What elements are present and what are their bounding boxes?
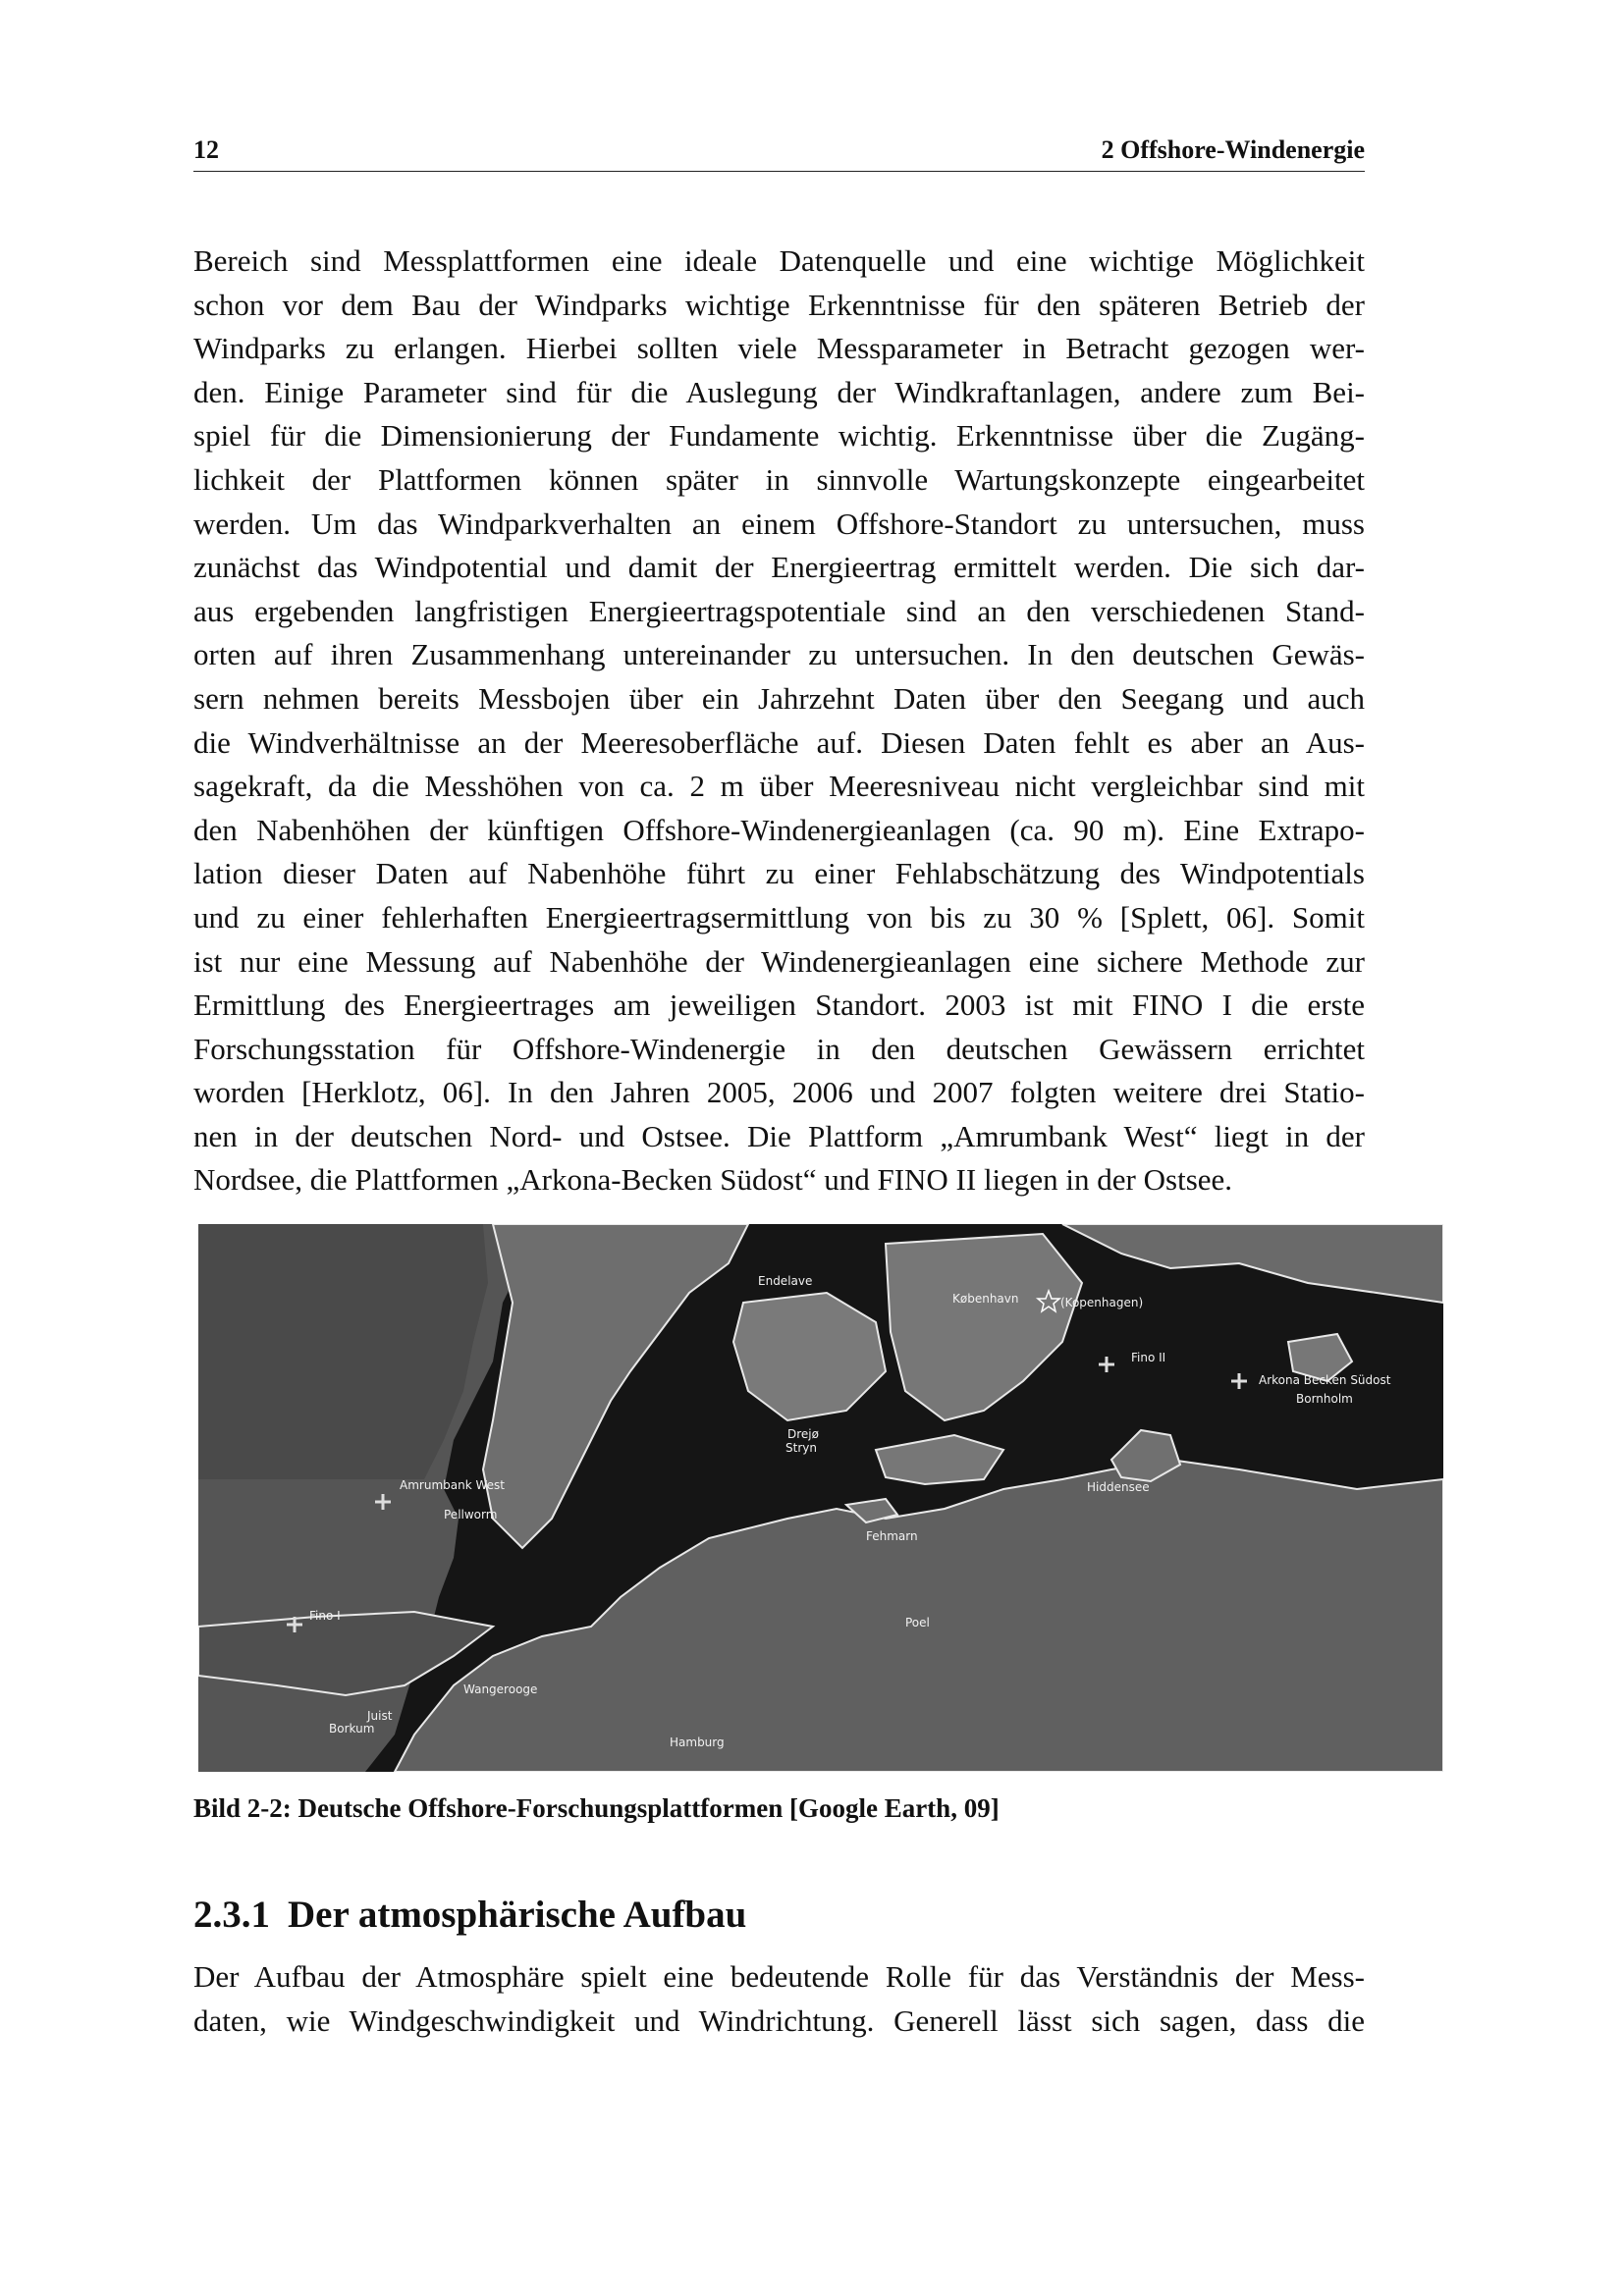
text-line: die Windverhältnisse an der Meeresoberfläche auf. Diesen Daten fehlt es aber an Aus- (193, 724, 1365, 760)
section-number: 2.3.1 (193, 1894, 270, 1936)
text-line: und zu einer fehlerhaften Energieertragsermittlung von bis zu 30 % [Splett, 06]. Somit (193, 899, 1365, 934)
text-line: schon vor dem Bau der Windparks wichtige Erkenntnisse für den späteren Betrieb der (193, 287, 1365, 322)
text-line: Windparks zu erlangen. Hierbei sollten viele Messparameter in Betracht gezogen wer- (193, 331, 1365, 366)
map-figure (198, 1224, 1443, 1772)
text-line: spiel für die Dimensionierung der Fundamente wichtig. Erkenntnisse über die Zugäng- (193, 418, 1365, 454)
text-line: worden [Herklotz, 06]. In den Jahren 2005, 2006 und 2007 folgten weitere drei Statio- (193, 1075, 1365, 1110)
running-header (193, 135, 1365, 172)
label-kopenhagen: (Kopenhagen) (1060, 1296, 1144, 1309)
label-pellworm: Pellworm (444, 1508, 498, 1522)
section-heading (193, 1893, 746, 1937)
label-amrumbank: Amrumbank West (400, 1478, 505, 1492)
label-fino1: Fino I (309, 1609, 341, 1623)
label-wangerooge: Wangerooge (463, 1682, 538, 1696)
text-line: Forschungsstation für Offshore-Windenergie in den deutschen Gewässern errichtet (193, 1031, 1365, 1066)
text-line: lation dieser Daten auf Nabenhöhe führt zu einer Fehlabschätzung des Windpotentials (193, 856, 1365, 891)
text-line: Nordsee, die Plattformen „Arkona-Becken Südost“ und FINO II liegen in der Ostsee. (193, 1162, 1233, 1198)
label-stryn: Stryn (785, 1441, 817, 1455)
text-line: zunächst das Windpotential und damit der Energieertrag ermittelt werden. Die sich dar- (193, 550, 1365, 585)
text-line: aus ergebenden langfristigen Energieertragspotentiale sind an den verschiedenen Stand- (193, 593, 1365, 628)
page-number: 12 (193, 135, 219, 164)
label-hamburg: Hamburg (670, 1735, 725, 1749)
label-hiddensee: Hiddensee (1087, 1480, 1150, 1494)
label-bornholm: Bornholm (1296, 1392, 1353, 1406)
body-paragraph-1 (193, 240, 1365, 1202)
text-line: daten, wie Windgeschwindigkeit und Windrichtung. Generell lässt sich sagen, dass die (193, 2002, 1365, 2038)
label-fehmarn: Fehmarn (866, 1529, 918, 1543)
satellite-map (198, 1224, 1443, 1772)
label-endelave: Endelave (758, 1274, 813, 1288)
label-fino2: Fino II (1131, 1351, 1166, 1364)
text-line: Bereich sind Messplattformen eine ideale Datenquelle und eine wichtige Möglichkeit (193, 243, 1365, 278)
text-line: werden. Um das Windparkverhalten an einem Offshore-Standort zu untersuchen, muss (193, 506, 1365, 541)
text-line: den Nabenhöhen der künftigen Offshore-Windenergieanlagen (ca. 90 m). Eine Extrapo- (193, 812, 1365, 847)
text-line: sagekraft, da die Messhöhen von ca. 2 m über Meeresniveau nicht vergleichbar sind mit (193, 769, 1365, 804)
label-arkona: Arkona Becken Südost (1259, 1373, 1391, 1387)
label-kobenhavn: København (952, 1292, 1019, 1306)
label-borkum: Borkum (329, 1722, 375, 1735)
text-line: ist nur eine Messung auf Nabenhöhe der Windenergieanlagen eine sichere Methode zur (193, 943, 1365, 979)
text-line: nen in der deutschen Nord- und Ostsee. Die Plattform „Amrumbank West“ liegt in der (193, 1118, 1365, 1153)
label-drejo: Drejø (787, 1427, 819, 1441)
chapter-title: 2 Offshore-Windenergie (1101, 135, 1365, 164)
text-line: den. Einige Parameter sind für die Auslegung der Windkraftanlagen, andere zum Bei- (193, 374, 1365, 409)
text-line: Ermittlung des Energieertrages am jeweiligen Standort. 2003 ist mit FINO I die erste (193, 988, 1365, 1023)
text-line: orten auf ihren Zusammenhang untereinander zu untersuchen. In den deutschen Gewäs- (193, 637, 1365, 672)
section-title-text: Der atmosphärische Aufbau (288, 1894, 747, 1936)
label-poel: Poel (905, 1616, 930, 1629)
text-line: sern nehmen bereits Messbojen über ein Jahrzehnt Daten über den Seegang und auch (193, 680, 1365, 716)
figure-caption: Bild 2-2: Deutsche Offshore-Forschungsplattformen [Google Earth, 09] (193, 1793, 1000, 1823)
body-paragraph-2 (193, 1955, 1365, 2043)
text-line: lichkeit der Plattformen können später in sinnvolle Wartungskonzepte eingearbeitet (193, 461, 1365, 497)
text-line: Der Aufbau der Atmosphäre spielt eine bedeutende Rolle für das Verständnis der Mess- (193, 1959, 1365, 1994)
label-juist: Juist (367, 1709, 393, 1723)
